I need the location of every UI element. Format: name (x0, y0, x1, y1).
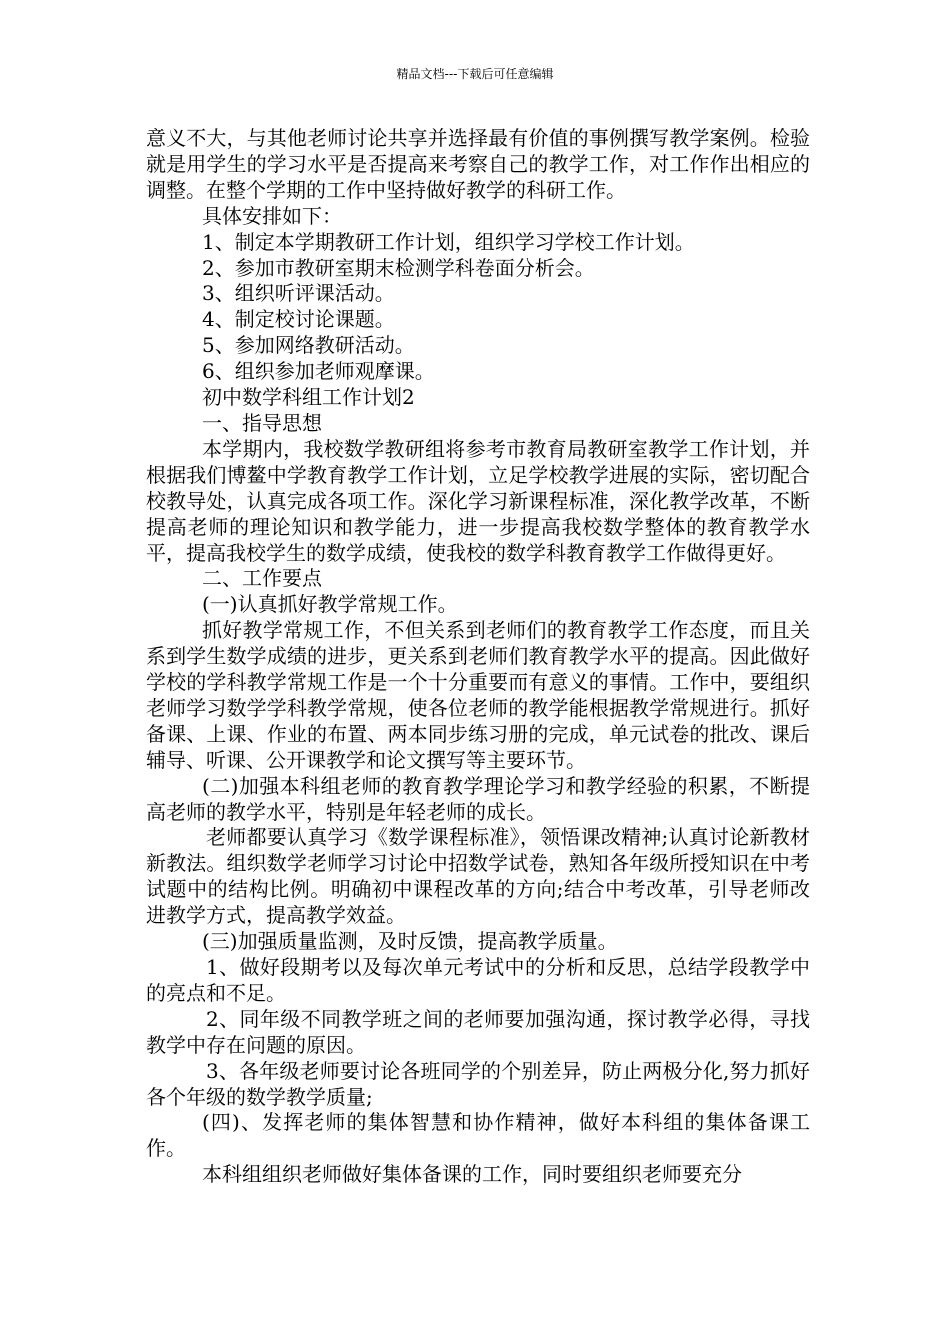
list-item: 1、制定本学期教研工作计划，组织学习学校工作计划。 (202, 229, 695, 254)
section-heading: 一、指导思想 (202, 410, 322, 435)
list-item: 5、参加网络教研活动。 (202, 333, 415, 358)
section-heading: 二、工作要点 (202, 566, 322, 591)
paragraph: 意义不大，与其他老师讨论共享并选择最有价值的事例撰写教学案例。检验就是用学生的学习水平是否提高来考察自己的教学工作，对工作作出相应的调整。在整个学期的工作中坚持做好教学的科研工作。 (146, 126, 810, 202)
subsection-heading: (三)加强质量监测，及时反馈，提高教学质量。 (202, 929, 618, 954)
list-item: 3、各年级老师要讨论各班同学的个别差异，防止两极分化,努力抓好各个年级的数学教学质量; (146, 1058, 810, 1109)
paragraph: 抓好教学常规工作，不但关系到老师们的教育教学工作态度，而且关系到学生数学成绩的进步，更关系到老师们教育教学水平的提高。因此做好学校的学科教学常规工作是一个十分重要而有意义的事情。工作中，要组织老师学习数学学科教学常规，使各位老师的教学能根据教学常规进行。抓好备课、上课、作业的布置、两本同步练习册的完成，单元试卷的批改、课后辅导、听课、公开课教学和论文撰写等主要环节。 (146, 618, 810, 772)
list-item: 2、同年级不同教学班之间的老师要加强沟通，探讨教学必得，寻找教学中存在问题的原因。 (146, 1006, 810, 1057)
paragraph: 具体安排如下： (202, 203, 342, 228)
paragraph: 本科组组织老师做好集体备课的工作，同时要组织老师要充分 (202, 1162, 742, 1187)
section-title: 初中数学科组工作计划2 (202, 385, 415, 410)
paragraph: 老师都要认真学习《数学课程标准》，领悟课改精神;认真讨论新教材新教法。组织数学老师学习讨论中招数学试卷，熟知各年级所授知识在中考试题中的结构比例。明确初中课程改革的方向;结合中考改革，引导老师改进教学方式，提高教学效益。 (146, 825, 810, 928)
subsection-heading: (一)认真抓好教学常规工作。 (202, 592, 458, 617)
list-item: 3、组织听评课活动。 (202, 281, 395, 306)
subsection-heading: (二)加强本科组老师的教育教学理论学习和教学经验的积累，不断提高老师的教学水平，特别是年轻老师的成长。 (146, 773, 810, 824)
document-body (146, 126, 810, 1188)
list-item: 6、组织参加老师观摩课。 (202, 359, 435, 384)
list-item: 4、制定校讨论课题。 (202, 307, 395, 332)
list-item: 2、参加市教研室期末检测学科卷面分析会。 (202, 255, 595, 280)
subsection-heading: (四)、发挥老师的集体智慧和协作精神，做好本科组的集体备课工作。 (146, 1110, 810, 1161)
paragraph: 本学期内，我校数学教研组将参考市教育局教研室教学工作计划，并根据我们博鳌中学教育教学工作计划，立足学校教学进展的实际，密切配合校教导处，认真完成各项工作。深化学习新课程标准，深化教学改革，不断提高老师的理论知识和教学能力，进一步提高我校数学整体的教育教学水平，提高我校学生的数学成绩，使我校的数学科教育教学工作做得更好。 (146, 436, 810, 565)
page-header: 精品文档---下载后可任意编辑 (396, 67, 554, 81)
list-item: 1、做好段期考以及每次单元考试中的分析和反思，总结学段教学中的亮点和不足。 (146, 955, 810, 1005)
